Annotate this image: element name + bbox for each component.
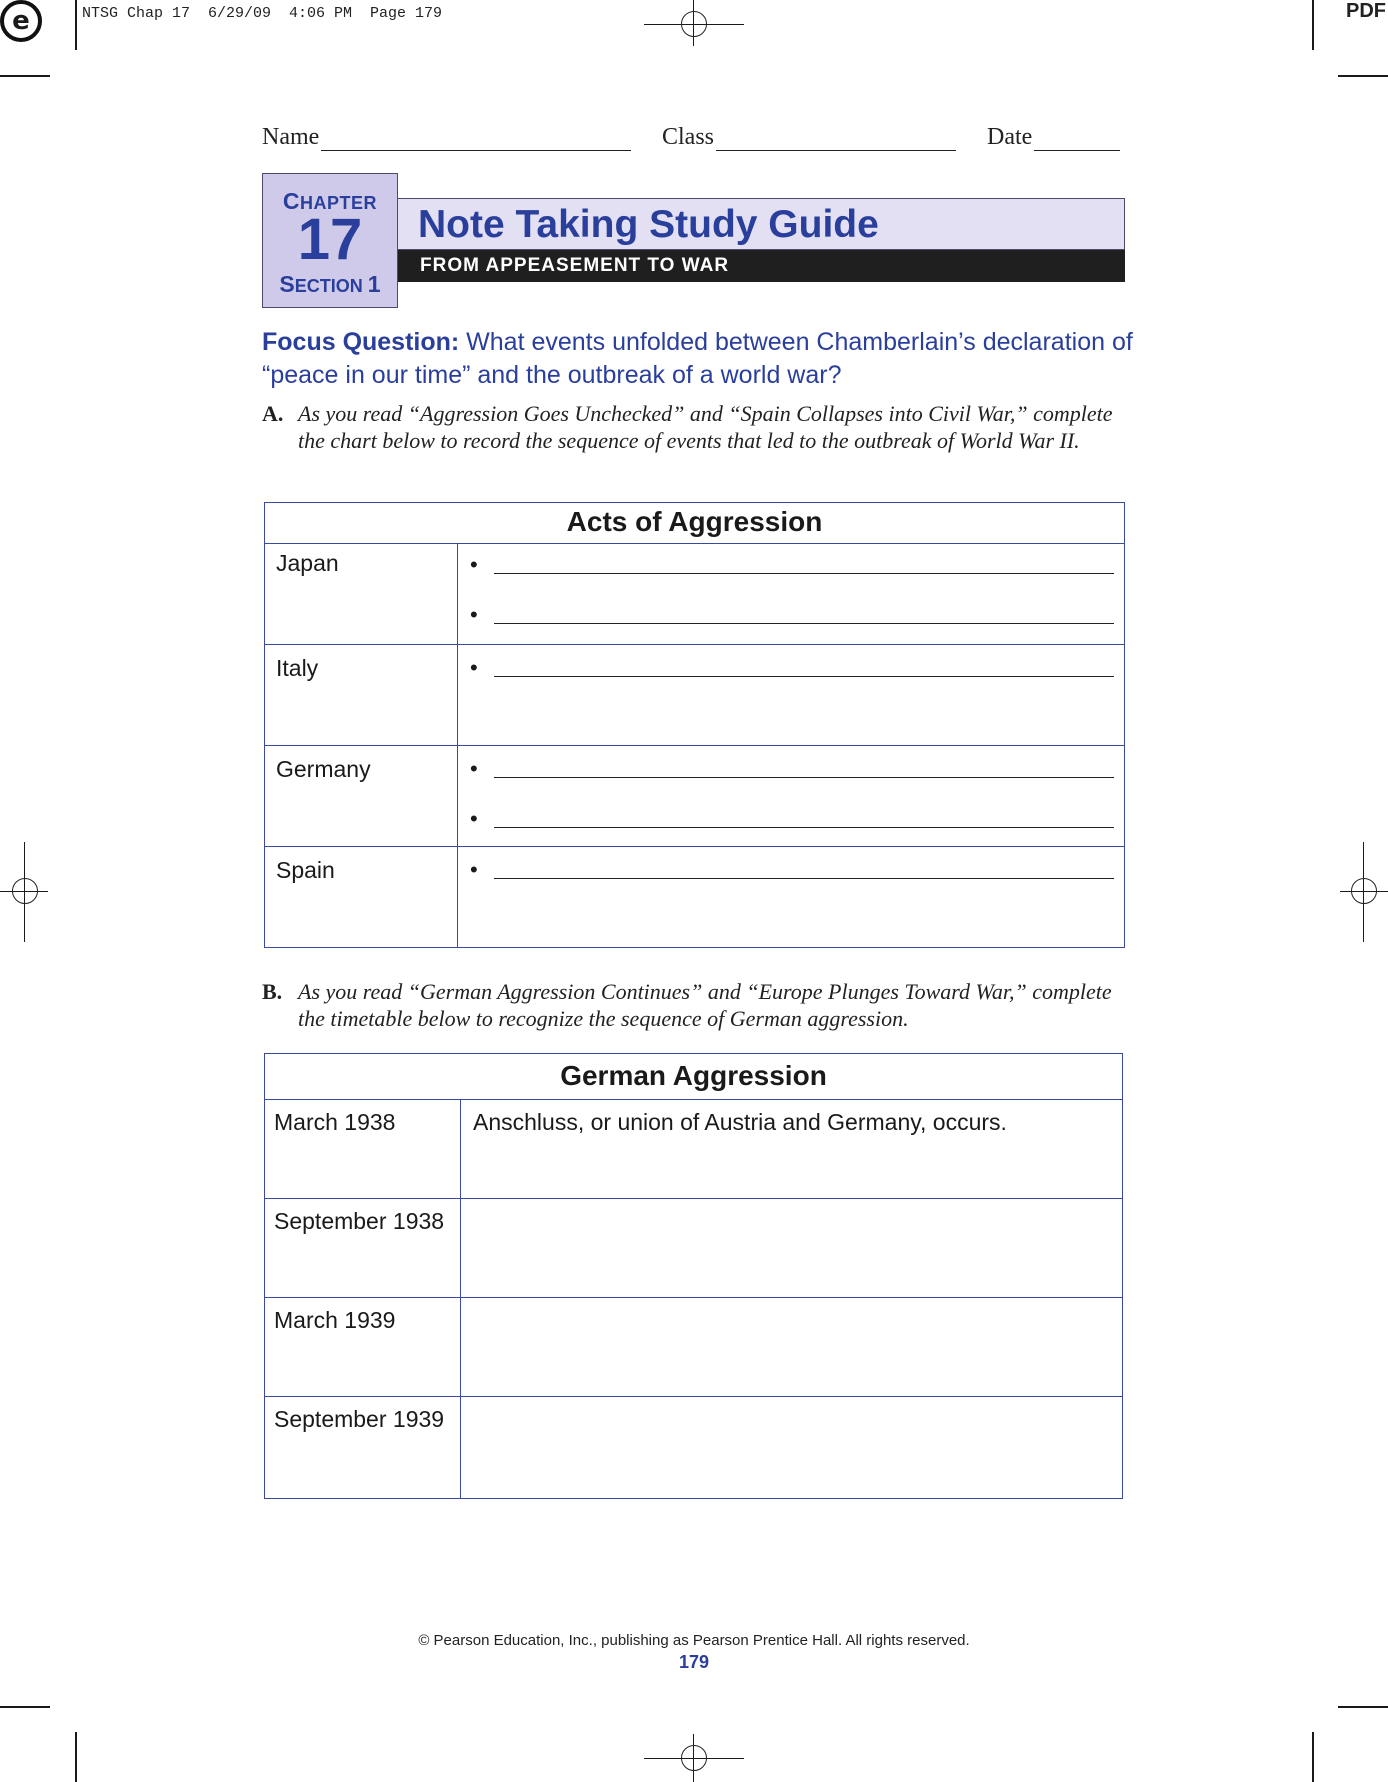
class-line[interactable]	[716, 125, 956, 151]
answer-line[interactable]	[494, 777, 1114, 778]
table-body	[265, 544, 1124, 947]
crop-mark	[0, 75, 50, 77]
slug-line: NTSG Chap 17 6/29/09 4:06 PM Page 179	[82, 5, 443, 22]
date-label: Date	[987, 124, 1033, 150]
name-line[interactable]	[321, 125, 631, 151]
student-info-fields	[262, 124, 1125, 154]
answer-line[interactable]	[494, 827, 1114, 828]
table-row	[265, 1298, 1122, 1397]
crop-mark	[75, 1732, 77, 1782]
date-field[interactable]	[987, 124, 1120, 151]
focus-question	[262, 326, 1142, 392]
country-label: Spain	[276, 857, 335, 883]
chapter-box	[262, 173, 398, 308]
date-cell: September 1938	[274, 1208, 445, 1234]
date-cell: March 1939	[274, 1307, 396, 1333]
table-row	[265, 847, 1124, 948]
bullet-icon: •	[470, 857, 478, 882]
table-body	[265, 1100, 1122, 1498]
bullet-icon: •	[470, 756, 478, 781]
answer-line[interactable]	[494, 623, 1114, 624]
crop-mark	[1312, 1732, 1314, 1782]
table-row	[265, 1100, 1122, 1199]
date-line[interactable]	[1034, 125, 1120, 151]
answer-line[interactable]	[494, 573, 1114, 574]
name-field[interactable]	[262, 124, 631, 151]
bullet-icon: •	[470, 655, 478, 680]
page-title: Note Taking Study Guide	[418, 203, 879, 246]
crop-mark	[1312, 0, 1314, 50]
instruction-letter: B.	[262, 979, 283, 1004]
class-field[interactable]	[662, 124, 956, 151]
bullet-icon: •	[470, 552, 478, 577]
country-label: Italy	[276, 655, 319, 681]
copyright-footer: © Pearson Education, Inc., publishing as Pearson Prentice Hall. All rights reserved.	[418, 1632, 970, 1649]
instruction-text: As you read “German Aggression Continues” and “Europe Plunges Toward War,” complete the timetable below to recognize the sequence of German aggression.	[298, 979, 1112, 1031]
page-subtitle: FROM APPEASEMENT TO WAR	[420, 255, 730, 276]
class-label: Class	[662, 124, 715, 150]
acts-of-aggression-table	[264, 502, 1125, 948]
country-label: Japan	[276, 550, 339, 576]
crop-mark	[0, 1706, 50, 1708]
instruction-text: As you read “Aggression Goes Unchecked” and “Spain Collapses into Civil War,” complete the chart below to record the sequence of events that led to the outbreak of World War II.	[298, 401, 1113, 453]
focus-label: Focus Question:	[262, 328, 460, 356]
crop-mark	[1338, 75, 1388, 77]
instruction-b	[262, 978, 1132, 1032]
date-cell: March 1938	[274, 1109, 396, 1135]
event-cell[interactable]: Anschluss, or union of Austria and Germany, occurs.	[473, 1109, 1007, 1135]
crop-mark	[75, 0, 77, 50]
instruction-letter: A.	[262, 401, 284, 426]
table-row	[265, 1199, 1122, 1298]
table-row	[265, 746, 1124, 847]
table-title: German Aggression	[265, 1054, 1122, 1100]
german-aggression-table	[264, 1053, 1123, 1499]
bullet-icon: •	[470, 806, 478, 831]
chapter-label: CHAPTER	[282, 188, 378, 214]
bullet-icon: •	[470, 602, 478, 627]
table-row	[265, 544, 1124, 645]
date-cell: September 1939	[274, 1406, 445, 1432]
answer-line[interactable]	[494, 878, 1114, 879]
answer-line[interactable]	[494, 676, 1114, 677]
table-row	[265, 1397, 1122, 1498]
instruction-a	[262, 400, 1132, 454]
name-label: Name	[262, 124, 320, 150]
country-label: Germany	[276, 756, 371, 782]
logo-icon: e	[0, 0, 42, 42]
section-label: SECTION 1	[279, 271, 381, 297]
focus-text: What events unfolded between Chamberlain’s declaration of “peace in our time” and the outbreak of a world war?	[262, 328, 1133, 389]
chapter-number: 17	[297, 207, 363, 272]
table-title: Acts of Aggression	[265, 503, 1124, 544]
crop-mark	[1338, 1706, 1388, 1708]
page-number: 179	[678, 1652, 710, 1672]
pdf-tag: PDF	[1346, 0, 1386, 22]
table-row	[265, 645, 1124, 746]
subtitle-band	[398, 250, 1125, 282]
title-band	[398, 198, 1125, 250]
